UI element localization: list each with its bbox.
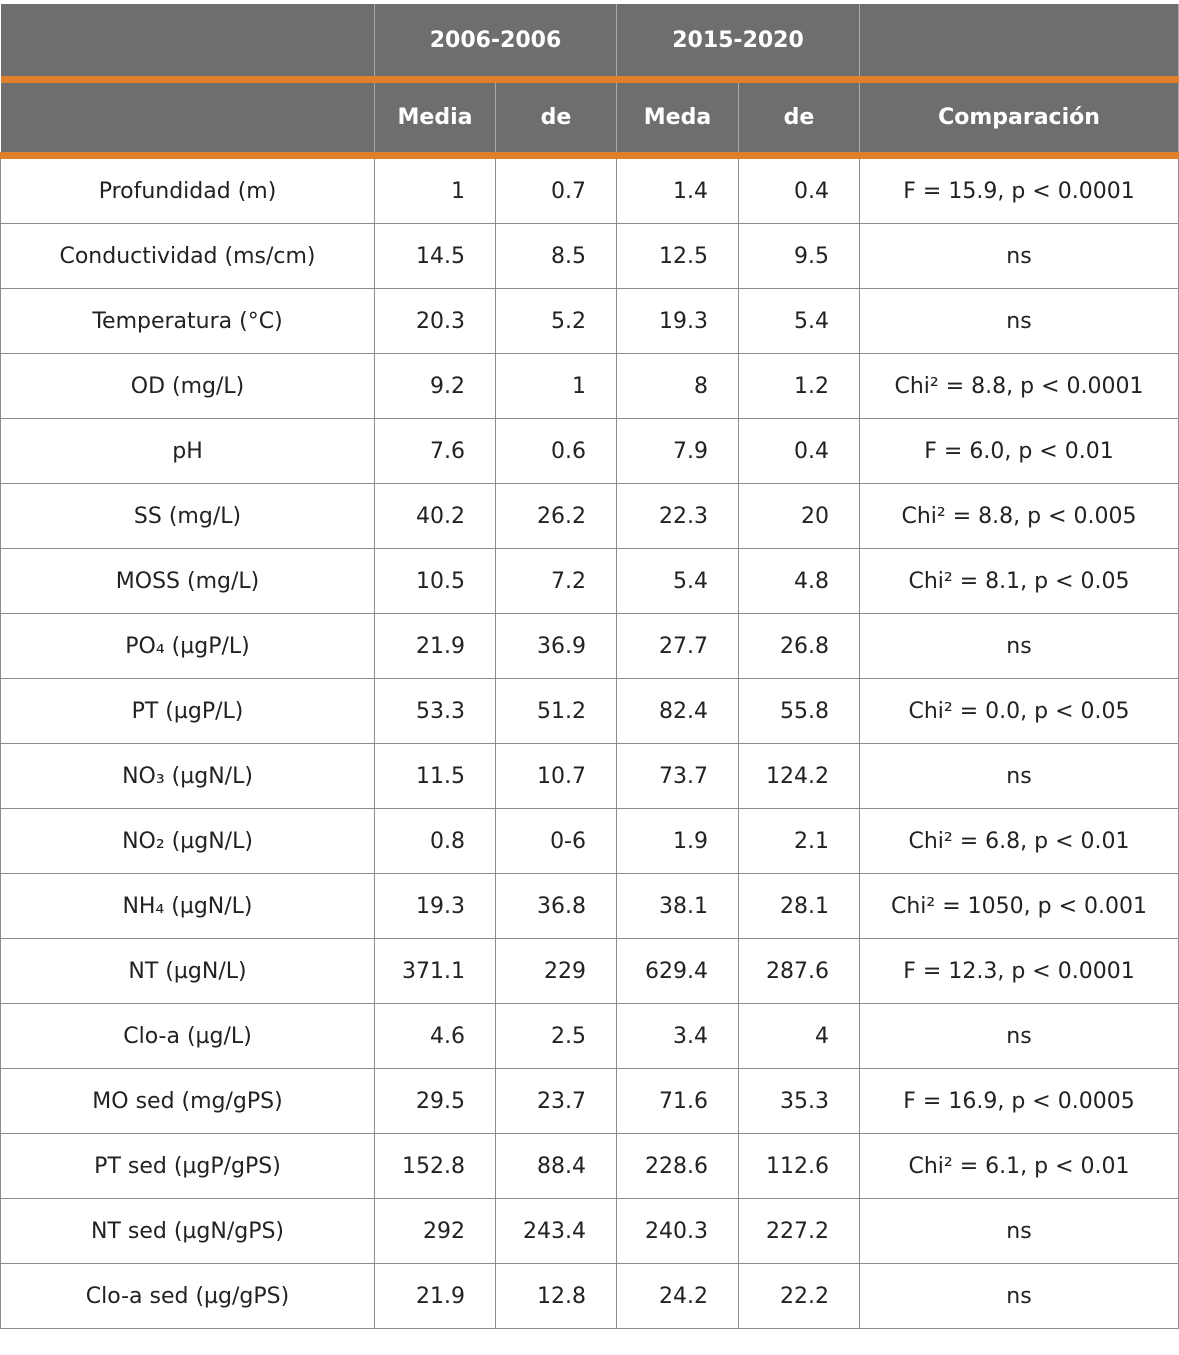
table-body	[1, 156, 1179, 1329]
comparison-cell: Chi² = 0.0, p < 0.05	[860, 679, 1179, 744]
de-2-cell: 28.1	[739, 874, 860, 939]
comparison-cell: Chi² = 6.1, p < 0.01	[860, 1134, 1179, 1199]
parameter-cell: Conductividad (ms/cm)	[1, 224, 375, 289]
media-1-cell: 40.2	[375, 484, 496, 549]
table-row	[1, 1004, 1179, 1069]
parameter-cell: OD (mg/L)	[1, 354, 375, 419]
comparison-cell: Chi² = 8.8, p < 0.005	[860, 484, 1179, 549]
parameter-cell: PT (µgP/L)	[1, 679, 375, 744]
de-1-cell: 8.5	[496, 224, 617, 289]
de-2-cell: 287.6	[739, 939, 860, 1004]
comparison-cell: ns	[860, 1264, 1179, 1329]
media-2-cell: 24.2	[617, 1264, 739, 1329]
table-row	[1, 484, 1179, 549]
media-1-cell: 21.9	[375, 1264, 496, 1329]
de-1-cell: 23.7	[496, 1069, 617, 1134]
header-de-2: de	[739, 80, 860, 156]
media-1-cell: 4.6	[375, 1004, 496, 1069]
de-2-cell: 112.6	[739, 1134, 860, 1199]
parameter-cell: Clo-a sed (µg/gPS)	[1, 1264, 375, 1329]
de-1-cell: 36.8	[496, 874, 617, 939]
table-row	[1, 1069, 1179, 1134]
header-meda: Meda	[617, 80, 739, 156]
media-2-cell: 73.7	[617, 744, 739, 809]
de-2-cell: 35.3	[739, 1069, 860, 1134]
comparison-cell: ns	[860, 614, 1179, 679]
comparison-cell: Chi² = 1050, p < 0.001	[860, 874, 1179, 939]
de-1-cell: 0-6	[496, 809, 617, 874]
de-1-cell: 7.2	[496, 549, 617, 614]
de-1-cell: 2.5	[496, 1004, 617, 1069]
comparison-cell: F = 12.3, p < 0.0001	[860, 939, 1179, 1004]
parameter-cell: MO sed (mg/gPS)	[1, 1069, 375, 1134]
parameter-cell: NT sed (µgN/gPS)	[1, 1199, 375, 1264]
parameter-cell: Temperatura (°C)	[1, 289, 375, 354]
parameter-cell: Clo-a (µg/L)	[1, 1004, 375, 1069]
media-2-cell: 3.4	[617, 1004, 739, 1069]
media-1-cell: 20.3	[375, 289, 496, 354]
de-1-cell: 26.2	[496, 484, 617, 549]
parameter-cell: pH	[1, 419, 375, 484]
header-period-2: 2015-2020	[617, 4, 860, 80]
de-1-cell: 0.7	[496, 156, 617, 224]
media-1-cell: 19.3	[375, 874, 496, 939]
media-1-cell: 371.1	[375, 939, 496, 1004]
comparison-cell: ns	[860, 224, 1179, 289]
de-1-cell: 0.6	[496, 419, 617, 484]
table-row	[1, 354, 1179, 419]
media-2-cell: 82.4	[617, 679, 739, 744]
parameter-cell: MOSS (mg/L)	[1, 549, 375, 614]
media-1-cell: 292	[375, 1199, 496, 1264]
de-2-cell: 227.2	[739, 1199, 860, 1264]
de-1-cell: 10.7	[496, 744, 617, 809]
parameter-cell: PO₄ (µgP/L)	[1, 614, 375, 679]
data-table	[0, 4, 1179, 1329]
de-2-cell: 9.5	[739, 224, 860, 289]
header-media: Media	[375, 80, 496, 156]
header-blank-cell	[860, 4, 1179, 80]
de-2-cell: 0.4	[739, 156, 860, 224]
media-2-cell: 5.4	[617, 549, 739, 614]
parameter-cell: NT (µgN/L)	[1, 939, 375, 1004]
de-1-cell: 229	[496, 939, 617, 1004]
media-2-cell: 1.4	[617, 156, 739, 224]
comparison-cell: Chi² = 8.8, p < 0.0001	[860, 354, 1179, 419]
parameter-cell: PT sed (µgP/gPS)	[1, 1134, 375, 1199]
comparison-cell: ns	[860, 744, 1179, 809]
header-row-periods	[1, 4, 1179, 80]
table-row	[1, 744, 1179, 809]
media-1-cell: 7.6	[375, 419, 496, 484]
table-row	[1, 679, 1179, 744]
media-1-cell: 29.5	[375, 1069, 496, 1134]
media-1-cell: 21.9	[375, 614, 496, 679]
de-1-cell: 36.9	[496, 614, 617, 679]
parameter-cell: NH₄ (µgN/L)	[1, 874, 375, 939]
media-2-cell: 22.3	[617, 484, 739, 549]
media-1-cell: 11.5	[375, 744, 496, 809]
comparison-cell: ns	[860, 289, 1179, 354]
de-2-cell: 22.2	[739, 1264, 860, 1329]
comparison-cell: F = 6.0, p < 0.01	[860, 419, 1179, 484]
table-row	[1, 1264, 1179, 1329]
table-row	[1, 419, 1179, 484]
table-row	[1, 156, 1179, 224]
media-2-cell: 8	[617, 354, 739, 419]
table-row	[1, 289, 1179, 354]
media-2-cell: 71.6	[617, 1069, 739, 1134]
table-row	[1, 809, 1179, 874]
table-row	[1, 939, 1179, 1004]
parameter-cell: SS (mg/L)	[1, 484, 375, 549]
de-1-cell: 12.8	[496, 1264, 617, 1329]
header-period-1: 2006-2006	[375, 4, 617, 80]
de-1-cell: 5.2	[496, 289, 617, 354]
header-comparacion: Comparación	[860, 80, 1179, 156]
media-1-cell: 9.2	[375, 354, 496, 419]
parameter-cell: Profundidad (m)	[1, 156, 375, 224]
de-2-cell: 4.8	[739, 549, 860, 614]
de-2-cell: 2.1	[739, 809, 860, 874]
header-blank-cell	[1, 80, 375, 156]
table-row	[1, 874, 1179, 939]
de-2-cell: 55.8	[739, 679, 860, 744]
table-row	[1, 549, 1179, 614]
media-1-cell: 14.5	[375, 224, 496, 289]
media-2-cell: 38.1	[617, 874, 739, 939]
de-2-cell: 1.2	[739, 354, 860, 419]
de-2-cell: 0.4	[739, 419, 860, 484]
media-1-cell: 0.8	[375, 809, 496, 874]
comparison-cell: F = 15.9, p < 0.0001	[860, 156, 1179, 224]
parameter-cell: NO₂ (µgN/L)	[1, 809, 375, 874]
table-row	[1, 224, 1179, 289]
media-1-cell: 1	[375, 156, 496, 224]
comparison-cell: F = 16.9, p < 0.0005	[860, 1069, 1179, 1134]
comparison-cell: ns	[860, 1004, 1179, 1069]
de-2-cell: 26.8	[739, 614, 860, 679]
media-1-cell: 10.5	[375, 549, 496, 614]
header-de-1: de	[496, 80, 617, 156]
de-1-cell: 51.2	[496, 679, 617, 744]
media-2-cell: 1.9	[617, 809, 739, 874]
media-2-cell: 19.3	[617, 289, 739, 354]
comparison-cell: ns	[860, 1199, 1179, 1264]
de-2-cell: 20	[739, 484, 860, 549]
comparison-cell: Chi² = 6.8, p < 0.01	[860, 809, 1179, 874]
header-row-columns	[1, 80, 1179, 156]
de-1-cell: 243.4	[496, 1199, 617, 1264]
de-2-cell: 124.2	[739, 744, 860, 809]
media-2-cell: 228.6	[617, 1134, 739, 1199]
table-row	[1, 1199, 1179, 1264]
header-blank-cell	[1, 4, 375, 80]
parameter-cell: NO₃ (µgN/L)	[1, 744, 375, 809]
media-2-cell: 27.7	[617, 614, 739, 679]
de-2-cell: 5.4	[739, 289, 860, 354]
media-1-cell: 53.3	[375, 679, 496, 744]
table-row	[1, 1134, 1179, 1199]
comparison-cell: Chi² = 8.1, p < 0.05	[860, 549, 1179, 614]
media-2-cell: 12.5	[617, 224, 739, 289]
table-row	[1, 614, 1179, 679]
media-2-cell: 629.4	[617, 939, 739, 1004]
de-2-cell: 4	[739, 1004, 860, 1069]
de-1-cell: 1	[496, 354, 617, 419]
de-1-cell: 88.4	[496, 1134, 617, 1199]
media-2-cell: 240.3	[617, 1199, 739, 1264]
media-1-cell: 152.8	[375, 1134, 496, 1199]
media-2-cell: 7.9	[617, 419, 739, 484]
